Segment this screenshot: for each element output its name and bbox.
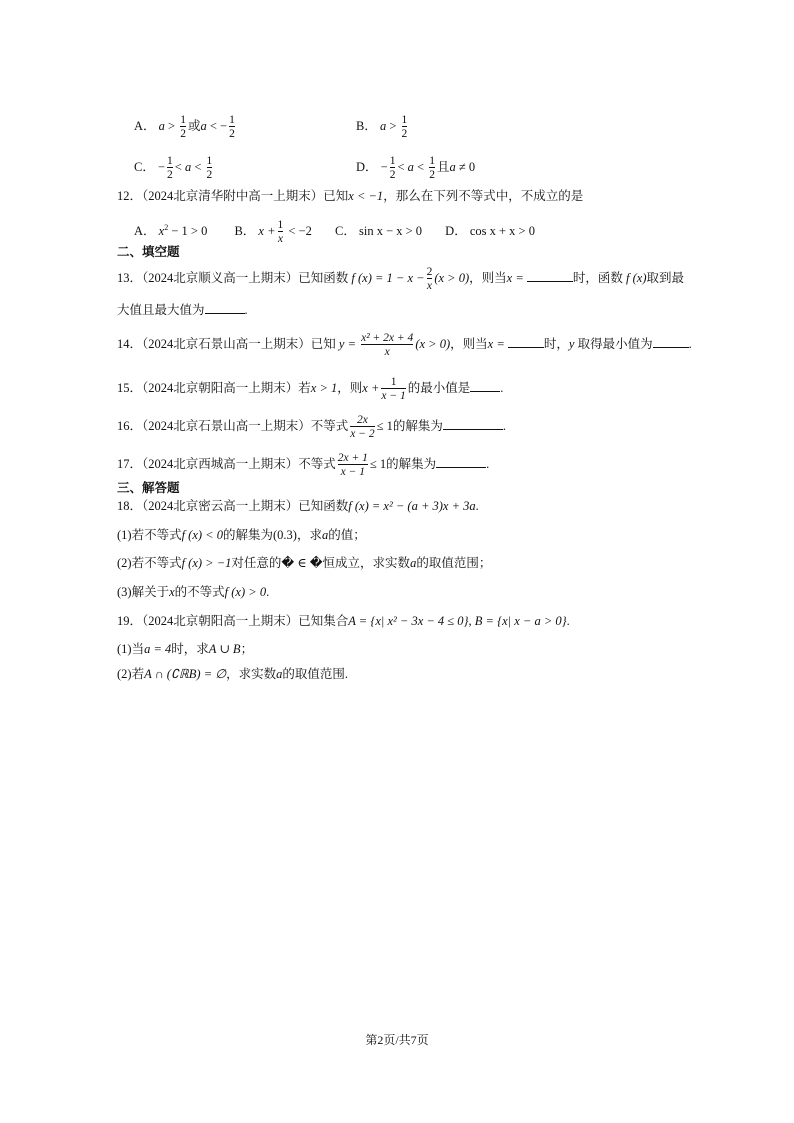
q19-part1: (1)当a = 4时，求A ∪ B；	[117, 642, 254, 656]
q12-options	[134, 219, 535, 245]
q11-option-b: B． a > $\frac{1}{2}$	[356, 114, 408, 141]
q19-stem: 19．（2024北京朝阳高一上期末）已知集合A = {x| x² − 3x − 4 ≤ 0}, B = {x| x − a > 0}.	[117, 614, 570, 628]
section-answer-heading: 三、解答题	[117, 481, 180, 495]
q13-line2: 大值且最大值为 .	[117, 303, 248, 317]
section-fill-in-heading: 二、填空题	[117, 245, 180, 259]
q12-option-a: A． $x^2 - 1 > 0$	[134, 222, 208, 238]
q13-line1: 13．（2024北京顺义高一上期末）已知函数 f (x) = 1 − x − $\frac{2}{x}$ (x > 0)，则当x = 时，函数 f (x)取到最	[117, 266, 685, 293]
q18-stem: 18．（2024北京密云高一上期末）已知函数f (x) = x² − (a + 3)x + 3a.	[117, 499, 479, 513]
q17-blank[interactable]	[436, 456, 486, 468]
q16-blank[interactable]	[443, 418, 503, 430]
q14-blank-min[interactable]	[653, 336, 689, 348]
q11-option-c: C． − $\frac{1}{2}$ < a < $\frac{1}{2}$	[134, 155, 213, 182]
q15-line: 15．（2024北京朝阳高一上期末）若x > 1，则x + $\frac{1}{x - 1}$ 的最小值是 .	[117, 376, 504, 403]
q18-part1: (1)若不等式f (x) < 0的解集为(0.3)，求a的值；	[117, 528, 366, 542]
q19-part2: (2)若A ∩ (∁ℝB) = ∅，求实数a的取值范围.	[117, 667, 349, 681]
q15-blank[interactable]	[470, 380, 500, 392]
q11-option-d: D． − $\frac{1}{2}$ < a < $\frac{1}{2}$ 且a ≠ 0	[356, 155, 476, 182]
q14-blank-x[interactable]	[508, 336, 544, 348]
q12-option-b: B． x + $\frac{1}{x}$ < −2	[234, 219, 312, 246]
q12-option-c: C． sin x − x > 0	[335, 223, 423, 238]
q17-line: 17．（2024北京西城高一上期末）不等式 $\frac{2x + 1}{x - 1}$ ≤ 1的解集为 .	[117, 452, 490, 479]
page-number-footer: 第2页/共7页	[365, 1033, 429, 1047]
q13-blank-x[interactable]	[527, 270, 573, 282]
q18-part2: (2)若不等式f (x) > −1对任意的� ∈ �恒成立，求实数a的取值范围；	[117, 556, 492, 570]
q16-line: 16．（2024北京石景山高一上期末）不等式 $\frac{2x}{x - 2}$ ≤ 1的解集为 .	[117, 414, 507, 441]
q14-line: 14．（2024北京石景山高一上期末）已知 y = $\frac{\text{x² + 2x + 4}}{x}$ (x > 0)，则当x = 时，y 取得最小值为 .	[117, 332, 692, 359]
q13-blank-max[interactable]	[205, 302, 245, 314]
q12-option-d: D． cos x + x > 0	[445, 223, 535, 238]
q11-option-a: A． a > $\frac{1}{2}$ 或a < − $\frac{1}{2}$	[134, 114, 235, 141]
q12-stem: 12．（2024北京清华附中高一上期末）已知x < −1，那么在下列不等式中，不成立的是	[117, 189, 584, 203]
q18-part3: (3)解关于x的不等式f (x) > 0.	[117, 585, 270, 599]
